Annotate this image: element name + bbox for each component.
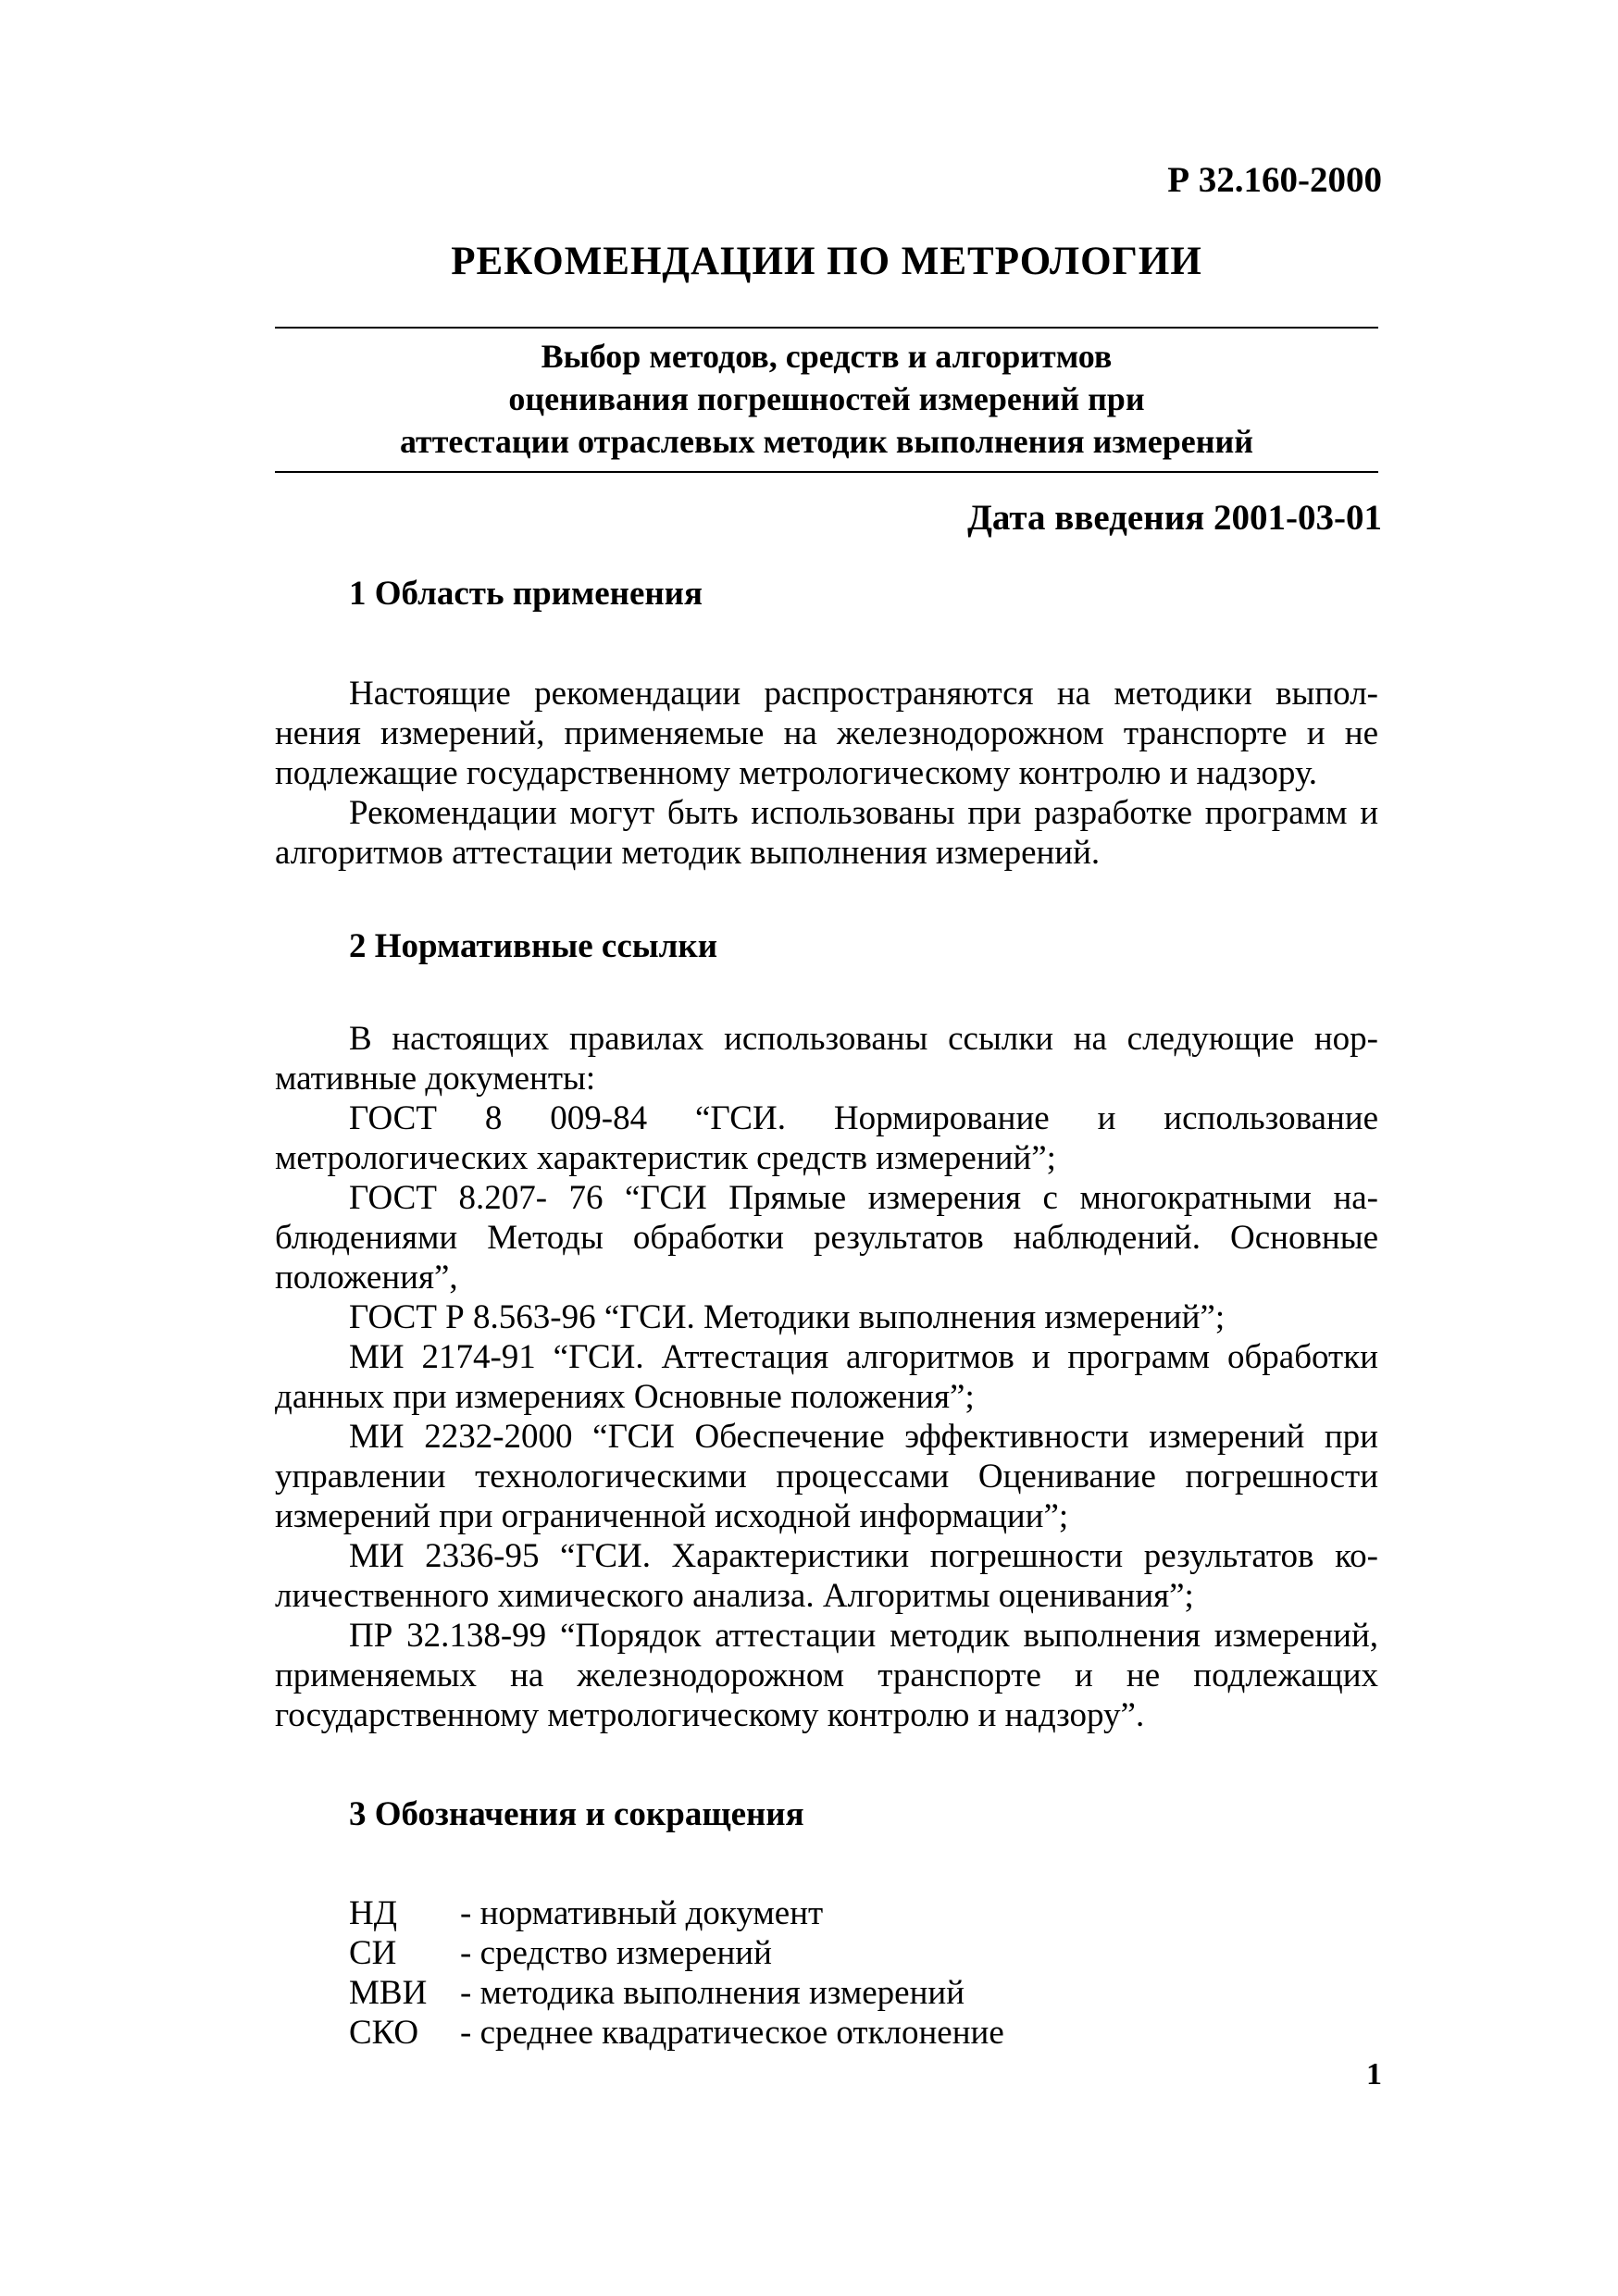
abbreviation-row: [349, 1893, 1378, 1933]
abbreviation-term: МВИ: [349, 1974, 428, 2012]
reference-item: ПР 32.138-99 “Порядок аттестации методик выполнения измерений, применяемых на железнодорожном транспорте и не подлежащих государственному метрологическому контролю и надзору”.: [275, 1617, 1378, 1734]
subtitle-line: аттестации отраслевых методик выполнения измерений: [399, 423, 1254, 460]
section-heading-scope: 1 Область применения: [349, 575, 703, 613]
document-subtitle: [275, 335, 1378, 463]
abbreviation-description: - средство измерений: [460, 1934, 772, 1972]
abbreviation-row: [349, 1933, 1378, 1973]
abbreviation-row: [349, 2013, 1378, 2053]
paragraph: Настоящие рекомендации распространяются на методики выполнения измерений, применяемые на железнодорожном транспорте и не подлежащие государственному метрологическому контролю и надзору.: [275, 675, 1378, 792]
reference-item: МИ 2336-95 “ГСИ. Характеристики погрешности результатов количественного химического анализа. Алгоритмы оценивания”;: [275, 1537, 1378, 1615]
main-title: РЕКОМЕНДАЦИИ ПО МЕТРОЛОГИИ: [451, 240, 1202, 283]
abbreviation-term: СКО: [349, 2014, 419, 2052]
abbreviation-term: НД: [349, 1894, 397, 1932]
reference-item: ГОСТ 8 009-84 “ГСИ. Нормирование и использование метрологических характеристик средств измерений”;: [275, 1099, 1378, 1177]
abbreviation-term: СИ: [349, 1934, 397, 1972]
document-code: Р 32.160-2000: [1167, 160, 1382, 200]
section-heading-normative-references: 2 Нормативные ссылки: [349, 927, 718, 965]
abbreviation-description: - нормативный документ: [460, 1894, 824, 1932]
paragraph: Рекомендации могут быть использованы при разработке программ и алгоритмов аттестации методик выполнения измерений.: [275, 794, 1378, 872]
paragraph: В настоящих правилах использованы ссылки на следующие нормативные документы:: [275, 1020, 1378, 1098]
abbreviation-list: [275, 1893, 1378, 2053]
title-rule-top: [275, 327, 1378, 329]
reference-item: МИ 2232-2000 “ГСИ Обеспечение эффективности измерений при управлении технологическими процессами Оценивание погрешности измерений при ограниченной исходной информации”;: [275, 1418, 1378, 1535]
section-heading-abbreviations: 3 Обозначения и сокращения: [349, 1795, 804, 1833]
title-rule-bottom: [275, 471, 1378, 473]
abbreviation-row: [349, 1973, 1378, 2013]
document-body: [275, 574, 1378, 2053]
reference-item: МИ 2174-91 “ГСИ. Аттестация алгоритмов и программ обработки данных при измерениях Основные положения”;: [275, 1338, 1378, 1416]
subtitle-line: Выбор методов, средств и алгоритмов: [541, 338, 1113, 375]
abbreviation-description: - среднее квадратическое отклонение: [460, 2014, 1004, 2052]
introduction-date: Дата введения 2001-03-01: [967, 498, 1382, 538]
subtitle-line: оценивания погрешностей измерений при: [508, 380, 1145, 417]
page-number: 1: [1366, 2057, 1382, 2091]
reference-item: ГОСТ Р 8.563-96 “ГСИ. Методики выполнения измерений”;: [349, 1298, 1226, 1336]
reference-item: ГОСТ 8.207- 76 “ГСИ Прямые измерения с многократными наблюдениями Методы обработки результатов наблюдений. Основные положения”,: [275, 1179, 1378, 1297]
abbreviation-description: - методика выполнения измерений: [460, 1974, 965, 2012]
